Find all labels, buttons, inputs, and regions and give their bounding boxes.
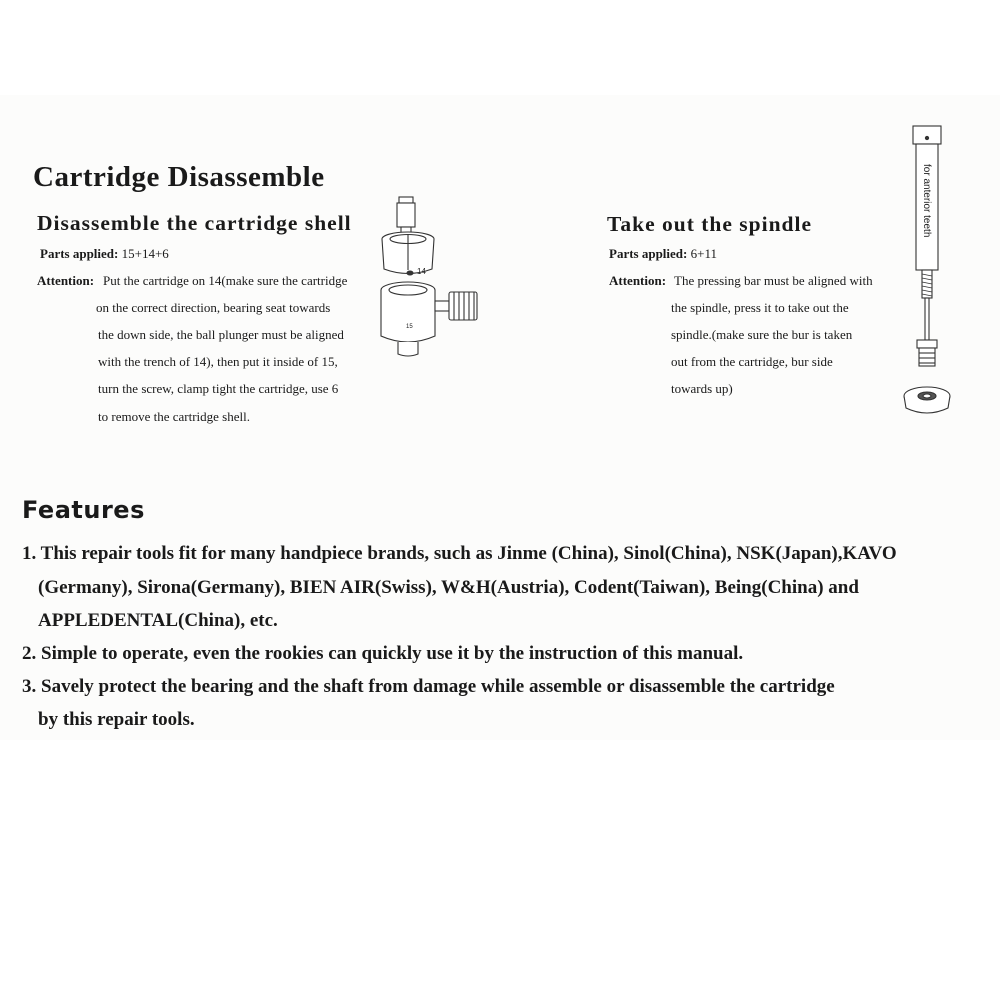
page-title: Cartridge Disassemble	[33, 161, 325, 193]
left-attention-line: Put the cartridge on 14(make sure the cartridge	[103, 273, 348, 288]
feature-line: 3. Savely protect the bearing and the shaft from damage while assemble or disassemble the cartridge	[22, 676, 835, 697]
left-parts-label: Parts applied:	[40, 246, 119, 261]
left-attention-line: to remove the cartridge shell.	[98, 409, 250, 424]
right-attention-label: Attention:	[609, 273, 667, 288]
feature-line: 1. This repair tools fit for many handpiece brands, such as Jinme (China), Sinol(China), NSK(Japan),KAVO	[22, 543, 897, 564]
right-parts-value: 6+11	[690, 246, 717, 261]
right-section-title: Take out the spindle	[607, 212, 812, 236]
right-attention-line: spindle.(make sure the bur is taken	[671, 327, 853, 342]
right-parts-applied	[609, 246, 717, 262]
left-parts-value: 15+14+6	[121, 246, 169, 261]
right-attention-line: towards up)	[671, 381, 733, 396]
feature-line: by this repair tools.	[38, 709, 195, 730]
part-14-label: 14	[417, 267, 426, 276]
left-attention-line: turn the screw, clamp tight the cartridge, use 6	[98, 381, 339, 396]
left-parts-applied	[40, 246, 169, 262]
tool-label: for anterior teeth	[921, 164, 932, 238]
cartridge-holder-diagram	[370, 188, 500, 366]
feature-line: 2. Simple to operate, even the rookies can quickly use it by the instruction of this manual.	[22, 643, 744, 664]
left-attention-line: on the correct direction, bearing seat towards	[96, 300, 331, 315]
right-attention-line: The pressing bar must be aligned with	[674, 273, 873, 288]
right-parts-label: Parts applied:	[609, 246, 688, 261]
right-attention-line: the spindle, press it to take out the	[671, 300, 849, 315]
pressing-bar-diagram	[895, 120, 965, 430]
feature-line: APPLEDENTAL(China), etc.	[38, 610, 278, 631]
right-attention-line: out from the cartridge, bur side	[671, 354, 833, 369]
feature-line: (Germany), Sirona(Germany), BIEN AIR(Swiss), W&H(Austria), Codent(Taiwan), Being(China) and	[38, 577, 859, 598]
left-attention-label: Attention:	[37, 273, 95, 288]
left-attention-line: the down side, the ball plunger must be aligned	[98, 327, 344, 342]
left-section-title: Disassemble the cartridge shell	[37, 211, 352, 235]
features-title: Features	[22, 496, 145, 524]
part-15-label: 15	[406, 324, 413, 330]
left-attention-line: with the trench of 14), then put it inside of 15,	[98, 354, 338, 369]
